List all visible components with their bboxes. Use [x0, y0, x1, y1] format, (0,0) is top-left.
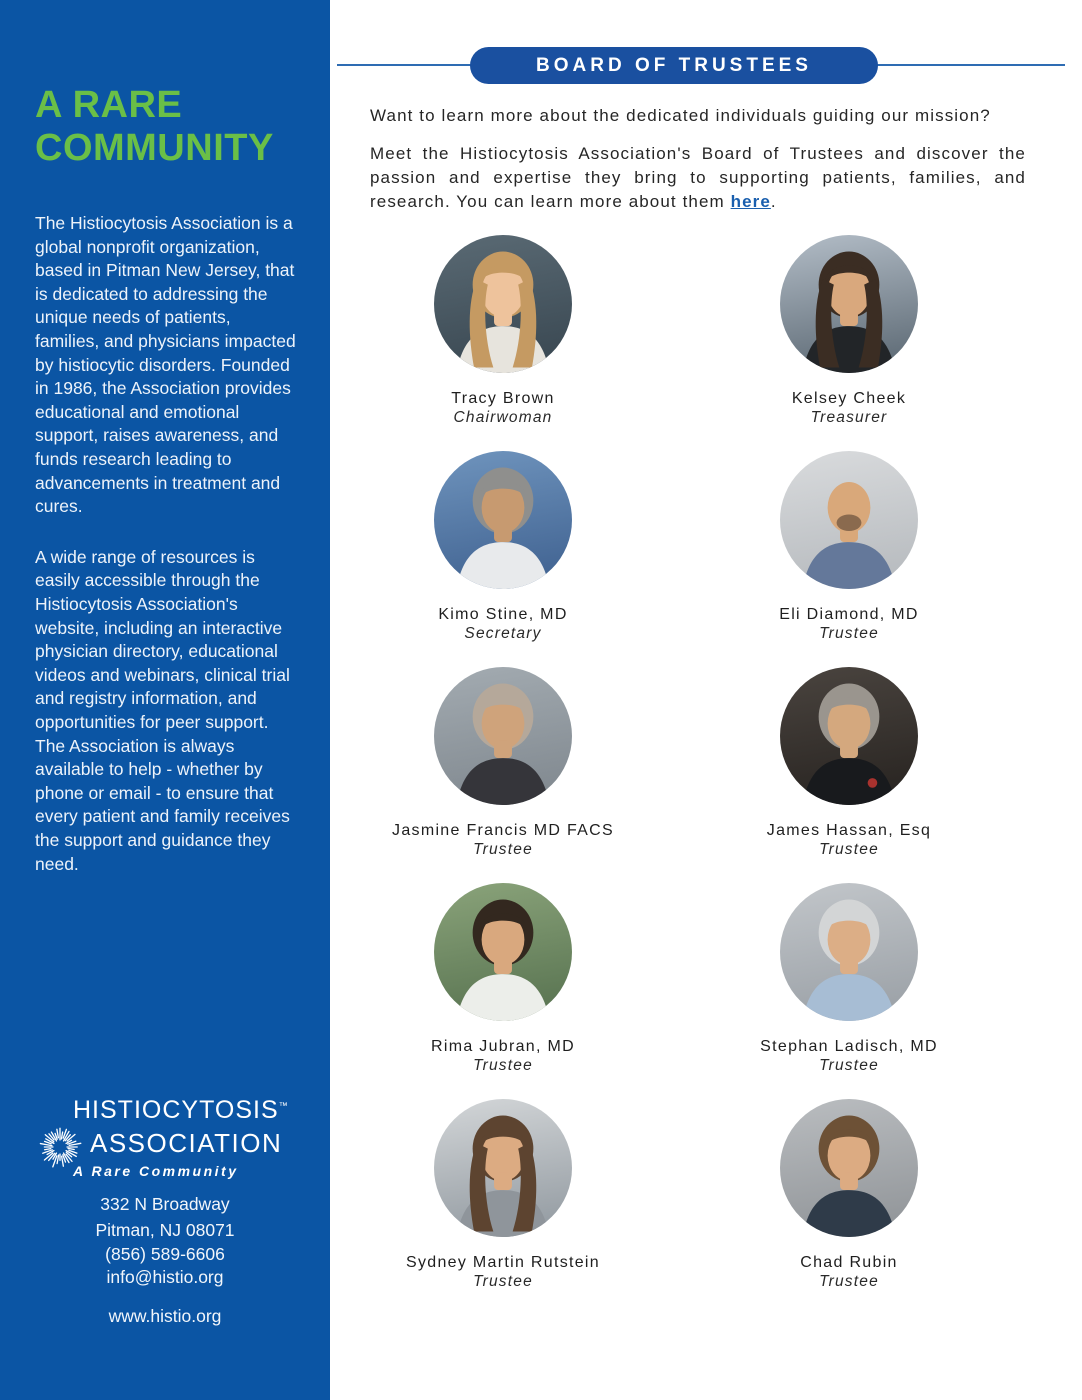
trustee-photo	[434, 883, 572, 1021]
trustee-title: Trustee	[819, 1057, 879, 1074]
trustee-photo	[780, 883, 918, 1021]
trustee-card	[330, 1099, 676, 1291]
sidebar-paragraph-1: The Histiocytosis Association is a global nonprofit organization, based in Pitman New Jersey, that is dedicated to addressing the unique needs of patients, families, and physicians impacted by histiocytic disorders. Founded in 1986, the Association provides educational and emotional support, raises awareness, and funds research leading to advancements in treatment and cures.	[35, 213, 296, 517]
trustee-card	[330, 883, 676, 1075]
person-silhouette-icon	[780, 667, 918, 805]
trustee-title: Trustee	[819, 625, 879, 642]
trustee-card	[676, 235, 1022, 427]
person-silhouette-icon	[434, 1099, 572, 1237]
main-content	[330, 0, 1082, 1400]
trustee-photo	[780, 667, 918, 805]
trustee-photo	[434, 1099, 572, 1237]
trustee-photo	[780, 1099, 918, 1237]
address-line-1: 332 N Broadway	[100, 1194, 230, 1214]
trustee-card	[330, 451, 676, 643]
intro-paragraph-2: Meet the Histiocytosis Association's Board of Trustees and discover the passion and expertise they bring to supporting patients, families, and research. You can learn more about them here.	[370, 144, 1026, 211]
trustee-title: Trustee	[473, 841, 533, 858]
trustee-name: Kimo Stine, MD	[438, 606, 568, 623]
learn-more-link[interactable]: here	[730, 192, 771, 211]
trustee-card	[330, 235, 676, 427]
trustee-title: Trustee	[819, 841, 879, 858]
person-silhouette-icon	[780, 235, 918, 373]
trustee-title: Treasurer	[810, 409, 888, 426]
trustee-title: Trustee	[473, 1273, 533, 1290]
trustee-photo	[780, 235, 918, 373]
logo-name-line2: ASSOCIATION	[90, 1128, 283, 1158]
sidebar	[0, 0, 330, 1400]
board-of-trustees-badge: BOARD OF TRUSTEES	[470, 47, 878, 84]
trustee-name: Sydney Martin Rutstein	[405, 1254, 600, 1271]
trustee-name: Rima Jubran, MD	[431, 1038, 575, 1055]
intro-paragraph-1: Want to learn more about the dedicated individuals guiding our mission?	[370, 106, 991, 125]
trustee-photo	[434, 667, 572, 805]
trustee-card	[676, 667, 1022, 859]
logo-name-line1: HISTIOCYTOSIS™	[73, 1096, 288, 1124]
trustee-title: Chairwoman	[453, 409, 553, 426]
address-line-2: Pitman, NJ 08071	[95, 1219, 235, 1240]
trustee-name: James Hassan, Esq	[766, 822, 932, 839]
section-header	[330, 47, 1082, 84]
trustee-name: Stephan Ladisch, MD	[760, 1038, 938, 1055]
trustee-name: Chad Rubin	[800, 1254, 898, 1271]
person-silhouette-icon	[780, 1099, 918, 1237]
sidebar-paragraph-2: A wide range of resources is easily accessible through the Histiocytosis Association's website, including an interactive physician directory, educational videos and webinars, clinical trial and registry information, and opportunities for peer support. The Association is always available to help - whether by phone or email - to ensure that every patient and family receives the support and guidance they need.	[35, 546, 290, 874]
trustee-title: Trustee	[819, 1273, 879, 1290]
trustee-title: Secretary	[464, 625, 542, 642]
trustee-card	[330, 667, 676, 859]
intro-text	[370, 104, 1026, 214]
person-silhouette-icon	[780, 451, 918, 589]
person-silhouette-icon	[434, 883, 572, 1021]
trustee-name: Jasmine Francis MD FACS	[392, 822, 614, 839]
trustee-card	[676, 883, 1022, 1075]
starburst-icon	[35, 1122, 85, 1172]
email-address: info@histio.org	[106, 1266, 224, 1287]
trustee-name: Kelsey Cheek	[791, 390, 907, 407]
logo-tagline: A Rare Community	[73, 1163, 239, 1179]
trustees-grid	[330, 235, 1082, 1315]
trademark-symbol: ™	[278, 1100, 288, 1111]
trustee-card	[676, 1099, 1022, 1291]
trustee-title: Trustee	[473, 1057, 533, 1074]
person-silhouette-icon	[434, 451, 572, 589]
sidebar-heading: A RARE COMMUNITY	[35, 84, 274, 169]
phone-number: (856) 589-6606	[105, 1244, 225, 1264]
trustee-photo	[434, 235, 572, 373]
trustee-photo	[434, 451, 572, 589]
person-silhouette-icon	[434, 235, 572, 373]
website-url: www.histio.org	[108, 1306, 222, 1326]
trustee-name: Eli Diamond, MD	[779, 606, 919, 623]
contact-block	[0, 1192, 330, 1330]
person-silhouette-icon	[780, 883, 918, 1021]
association-logo	[35, 1096, 305, 1191]
trustee-card	[676, 451, 1022, 643]
person-silhouette-icon	[434, 667, 572, 805]
trustee-photo	[780, 451, 918, 589]
trustee-name: Tracy Brown	[451, 390, 555, 407]
